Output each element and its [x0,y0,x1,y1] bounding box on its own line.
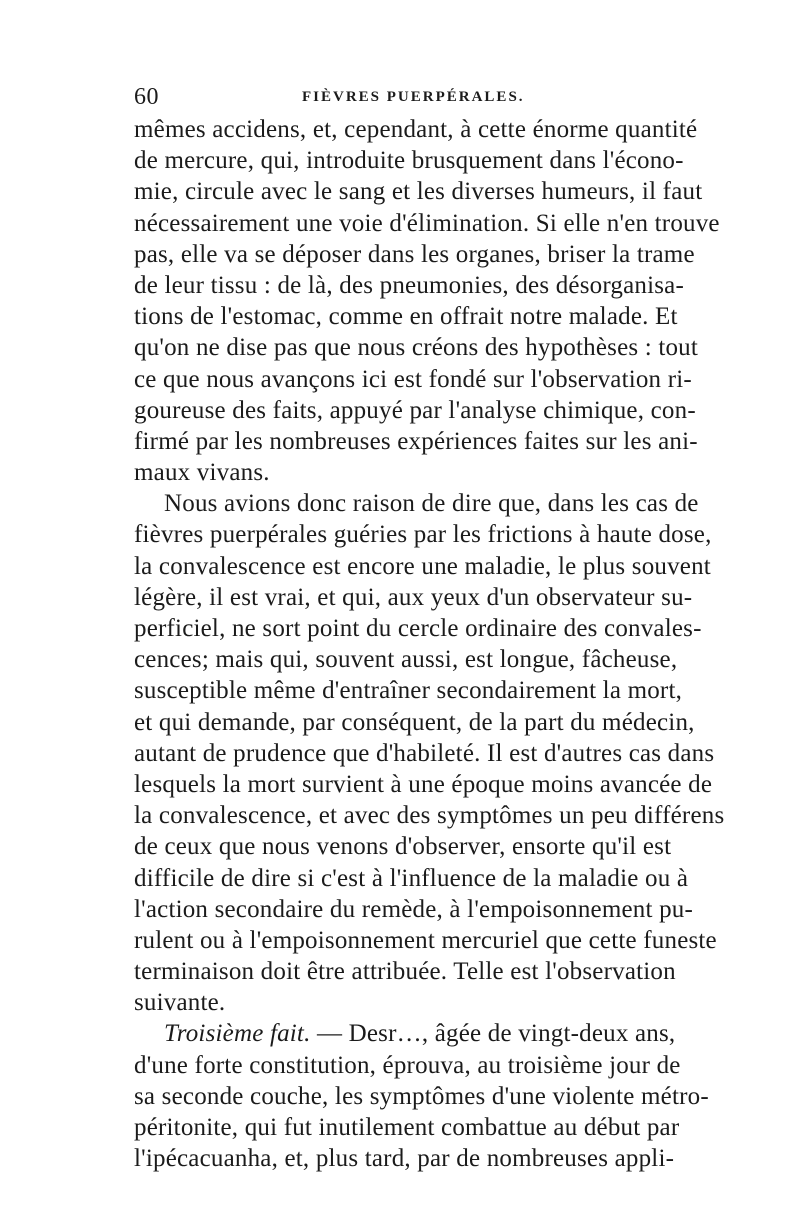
text-line: cences; mais qui, souvent aussi, est longue, fâcheuse, [134,646,678,674]
text-line: firmé par les nombreuses expériences faites sur les ani- [134,427,698,455]
text-line: rulent ou à l'empoisonnement mercuriel que cette funeste [134,926,717,954]
body-text [134,114,725,1174]
text-line: pas, elle va se déposer dans les organes, briser la trame [134,240,695,268]
text-line: la convalescence est encore une maladie, le plus souvent [134,552,711,580]
text-line: nécessairement une voie d'élimination. Si elle n'en trouve [134,209,720,237]
text-line-paragraph-start: Nous avions donc raison de dire que, dans les cas de [164,490,699,518]
text-line: de mercure, qui, introduite brusquement dans l'écono- [134,147,684,175]
text-line: goureuse des faits, appuyé par l'analyse chimique, con- [134,396,696,424]
text-line: susceptible même d'entraîner secondairement la mort, [134,677,683,705]
text-line: ce que nous avançons ici est fondé sur l'observation ri- [134,365,692,393]
case-heading-continuation: — Desr…, âgée de vingt-deux ans, [310,1020,676,1048]
case-heading: Troisième fait. [164,1020,311,1048]
running-head: FIÈVRES PUERPÉRALES. [302,89,525,105]
text-line: de ceux que nous venons d'observer, ensorte qu'il est [134,833,672,861]
text-line: terminaison doit être attribuée. Telle est l'observation [134,958,676,986]
text-line: autant de prudence que d'habileté. Il est d'autres cas dans [134,739,715,767]
text-line: péritonite, qui fut inutilement combattue au début par [134,1114,680,1141]
page-header [134,84,664,110]
text-line: légère, il est vrai, et qui, aux yeux d'un observateur su- [134,583,693,611]
text-line: difficile de dire si c'est à l'influence de la maladie ou à [134,864,689,892]
text-line: et qui demande, par conséquent, de la part du médecin, [134,708,695,736]
text-line-paragraph-end: suivante. [134,989,226,1017]
text-line: fièvres puerpérales guéries par les frictions à haute dose, [134,521,712,549]
text-line: d'une forte constitution, éprouva, au troisième jour de [134,1051,681,1079]
text-line: la convalescence, et avec des symptômes un peu différens [134,802,725,830]
text-line: l'ipécacuanha, et, plus tard, par de nombreuses appli- [134,1145,675,1173]
text-line: tions de l'estomac, comme en offrait notre malade. Et [134,303,678,331]
case-heading-line [134,1018,676,1049]
text-line: mie, circule avec le sang et les diverses humeurs, il faut [134,178,703,206]
page-number: 60 [134,84,159,110]
text-line: de leur tissu : de là, des pneumonies, des désorganisa- [134,271,685,299]
text-line: l'action secondaire du remède, à l'empoisonnement pu- [134,895,694,923]
text-line: sa seconde couche, les symptômes d'une violente métro- [134,1082,709,1110]
text-line: perficiel, ne sort point du cercle ordinaire des convales- [134,615,702,642]
text-line-paragraph-end: maux vivans. [134,459,270,487]
text-line: lesquels la mort survient à une époque moins avancée de [134,770,713,798]
text-line: mêmes accidens, et, cependant, à cette énorme quantité [134,116,698,143]
text-line: qu'on ne dise pas que nous créons des hypothèses : tout [134,334,699,362]
